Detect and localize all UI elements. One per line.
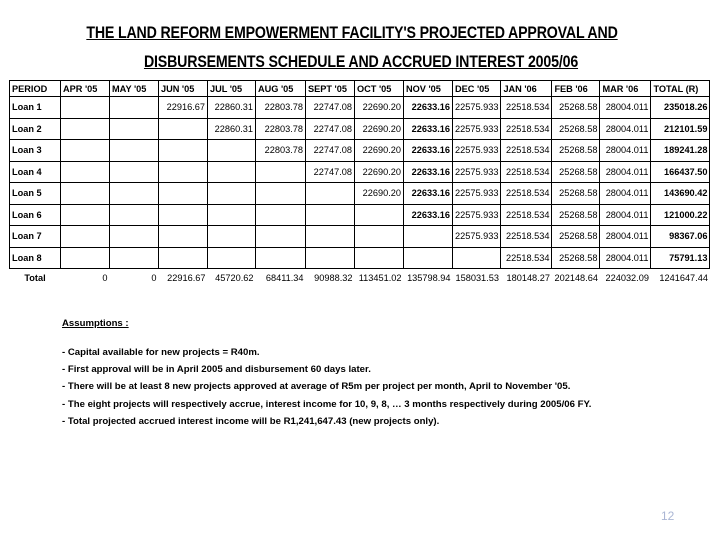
table-cell: 22575.933: [453, 161, 501, 183]
table-cell: 25268.58: [552, 140, 600, 162]
table-cell: 166437.50: [651, 161, 710, 183]
table-cell: [256, 161, 306, 183]
table-cell: [110, 140, 159, 162]
table-cell: 22518.534: [501, 140, 552, 162]
table-cell: JUL '05: [208, 81, 256, 97]
table-cell: 25268.58: [552, 183, 600, 205]
table-cell: [355, 226, 404, 248]
table-cell: [306, 226, 355, 248]
assumptions: [62, 318, 591, 430]
schedule-table: [9, 80, 710, 286]
table-cell: [61, 247, 110, 269]
row-label: Loan 7: [10, 226, 61, 248]
table-cell: 22690.20: [355, 118, 404, 140]
table-cell: [110, 226, 159, 248]
table-cell: 25268.58: [552, 161, 600, 183]
table-cell: 189241.28: [651, 140, 710, 162]
table-cell: 22747.08: [306, 97, 355, 119]
table-cell: 22690.20: [355, 161, 404, 183]
table-cell: 28004.011: [600, 140, 651, 162]
table-cell: 90988.32: [314, 272, 353, 283]
table-row: [10, 97, 710, 119]
table-cell: AUG '05: [256, 81, 306, 97]
table-cell: [355, 204, 404, 226]
table-cell: 22575.933: [453, 204, 501, 226]
assumption-item: - The eight projects will respectively accrue, interest income for 10, 9, 8, … 3 months respectively during 2005/06 FY.: [62, 398, 592, 410]
table-cell: 28004.011: [600, 226, 651, 248]
table-cell: 22633.16: [404, 140, 453, 162]
table-cell: 22518.534: [501, 161, 552, 183]
table-cell: 22518.534: [501, 183, 552, 205]
table-cell: 0: [102, 272, 108, 283]
table-cell: [404, 247, 453, 269]
table-cell: [256, 247, 306, 269]
table-cell: 22633.16: [404, 183, 453, 205]
table-cell: [159, 183, 208, 205]
title-line-2: DISBURSEMENTS SCHEDULE AND ACCRUED INTEREST 2005/06: [143, 53, 579, 71]
table-cell: 25268.58: [552, 226, 600, 248]
table-cell: [159, 226, 208, 248]
table-cell: 235018.26: [651, 97, 710, 119]
table-cell: 22690.20: [355, 140, 404, 162]
table-cell: [110, 183, 159, 205]
table-cell: 22803.78: [256, 97, 306, 119]
table-cell: 202148.64: [554, 272, 598, 283]
table-row: [10, 140, 710, 162]
table-cell: 22575.933: [453, 97, 501, 119]
table-cell: 75791.13: [651, 247, 710, 269]
table-cell: 22803.78: [256, 118, 306, 140]
table-cell: [208, 226, 256, 248]
assumptions-heading: Assumptions :: [62, 318, 129, 329]
table-total-row: [10, 269, 710, 287]
table-cell: [110, 161, 159, 183]
table-cell: 1241647.44: [659, 272, 708, 283]
table-cell: 22575.933: [453, 183, 501, 205]
table-cell: [110, 204, 159, 226]
table-cell: 22747.08: [306, 140, 355, 162]
table-cell: [256, 204, 306, 226]
table-cell: 28004.011: [600, 204, 651, 226]
table-cell: 25268.58: [552, 97, 600, 119]
table-cell: 22575.933: [453, 226, 501, 248]
table-header-row: [10, 81, 710, 97]
table-cell: 212101.59: [651, 118, 710, 140]
table-cell: [61, 161, 110, 183]
table-cell: 22860.31: [208, 97, 256, 119]
table-cell: 22575.933: [453, 118, 501, 140]
table-cell: 28004.011: [600, 118, 651, 140]
table-cell: 22518.534: [501, 118, 552, 140]
table-cell: 22518.534: [501, 226, 552, 248]
table-cell: 22690.20: [355, 97, 404, 119]
row-label: Loan 2: [10, 118, 61, 140]
row-label: Loan 8: [10, 247, 61, 269]
table-cell: [110, 247, 159, 269]
table-cell: JUN '05: [159, 81, 208, 97]
table-cell: 22633.16: [404, 118, 453, 140]
table-cell: 45720.62: [215, 272, 254, 283]
table-cell: OCT '05: [355, 81, 404, 97]
table-cell: 25268.58: [552, 204, 600, 226]
row-label: Loan 6: [10, 204, 61, 226]
table-cell: TOTAL (R): [651, 81, 710, 97]
table-cell: [110, 97, 159, 119]
table-cell: 25268.58: [552, 118, 600, 140]
table-cell: 180148.27: [506, 272, 550, 283]
table-row: [10, 183, 710, 205]
table-cell: [61, 226, 110, 248]
page-number: 12: [661, 509, 675, 523]
table-cell: [61, 204, 110, 226]
table-cell: 135798.94: [407, 272, 451, 283]
table-cell: NOV '05: [404, 81, 453, 97]
table-cell: [208, 161, 256, 183]
table-cell: 143690.42: [651, 183, 710, 205]
table-cell: 22633.16: [404, 204, 453, 226]
table-cell: [159, 204, 208, 226]
table-cell: DEC '05: [453, 81, 501, 97]
table-cell: [208, 140, 256, 162]
table-cell: 0: [151, 272, 157, 283]
table-cell: [61, 118, 110, 140]
table-cell: [61, 183, 110, 205]
table-cell: 22747.08: [306, 118, 355, 140]
table-cell: MAY '05: [110, 81, 159, 97]
table-cell: 22633.16: [404, 97, 453, 119]
table-cell: [355, 247, 404, 269]
table-cell: 28004.011: [600, 161, 651, 183]
table-cell: JAN '06: [501, 81, 552, 97]
table-cell: [61, 97, 110, 119]
row-label: Loan 3: [10, 140, 61, 162]
table-cell: 22747.08: [306, 161, 355, 183]
table-cell: 22916.67: [167, 272, 206, 283]
table-cell: 22518.534: [501, 247, 552, 269]
table-cell: [404, 226, 453, 248]
table-cell: 224032.09: [605, 272, 649, 283]
table-cell: 28004.011: [600, 97, 651, 119]
title-line-1: THE LAND REFORM EMPOWERMENT FACILITY'S PROJECTED APPROVAL AND: [86, 24, 618, 42]
table-cell: 158031.53: [455, 272, 499, 283]
table-cell: [159, 140, 208, 162]
table-cell: 113451.02: [358, 272, 402, 283]
table-cell: [306, 183, 355, 205]
table-cell: [110, 118, 159, 140]
table-cell: 22575.933: [453, 140, 501, 162]
table-cell: [306, 204, 355, 226]
assumption-item: - Capital available for new projects = R40m.: [62, 347, 260, 358]
table-cell: 22633.16: [404, 161, 453, 183]
table-cell: FEB '06: [552, 81, 600, 97]
table-cell: [453, 247, 501, 269]
table-cell: [159, 247, 208, 269]
table-cell: [159, 161, 208, 183]
table-cell: [256, 183, 306, 205]
table-row: [10, 161, 710, 183]
table-cell: [159, 118, 208, 140]
table-cell: MAR '06: [600, 81, 651, 97]
row-label: Loan 4: [10, 161, 61, 183]
table-cell: 25268.58: [552, 247, 600, 269]
table-cell: [306, 247, 355, 269]
table-cell: SEPT '05: [306, 81, 355, 97]
row-label: PERIOD: [10, 81, 61, 97]
table-cell: 22860.31: [208, 118, 256, 140]
table-cell: [208, 183, 256, 205]
row-label: Total: [24, 272, 46, 283]
table-row: [10, 226, 710, 248]
table-row: [10, 204, 710, 226]
table-cell: 22803.78: [256, 140, 306, 162]
table-cell: [61, 140, 110, 162]
table-cell: 98367.06: [651, 226, 710, 248]
table-cell: 22518.534: [501, 97, 552, 119]
table-row: [10, 118, 710, 140]
table-row: [10, 247, 710, 269]
table-cell: 22690.20: [355, 183, 404, 205]
table-cell: 22916.67: [159, 97, 208, 119]
table-cell: 68411.34: [265, 272, 304, 283]
table-cell: [208, 204, 256, 226]
table-cell: 28004.011: [600, 183, 651, 205]
table-cell: 28004.011: [600, 247, 651, 269]
assumption-item: - First approval will be in April 2005 and disbursement 60 days later.: [62, 364, 371, 376]
row-label: Loan 1: [10, 97, 61, 119]
table-cell: 121000.22: [651, 204, 710, 226]
table-cell: [256, 226, 306, 248]
table-cell: APR '05: [61, 81, 110, 97]
table-cell: 22518.534: [501, 204, 552, 226]
assumption-item: - Total projected accrued interest income will be R1,241,647.43 (new projects only).: [62, 415, 440, 427]
row-label: Loan 5: [10, 183, 61, 205]
assumption-item: - There will be at least 8 new projects approved at average of R5m per project per month, April to November '05.: [62, 381, 571, 393]
table-cell: [208, 247, 256, 269]
